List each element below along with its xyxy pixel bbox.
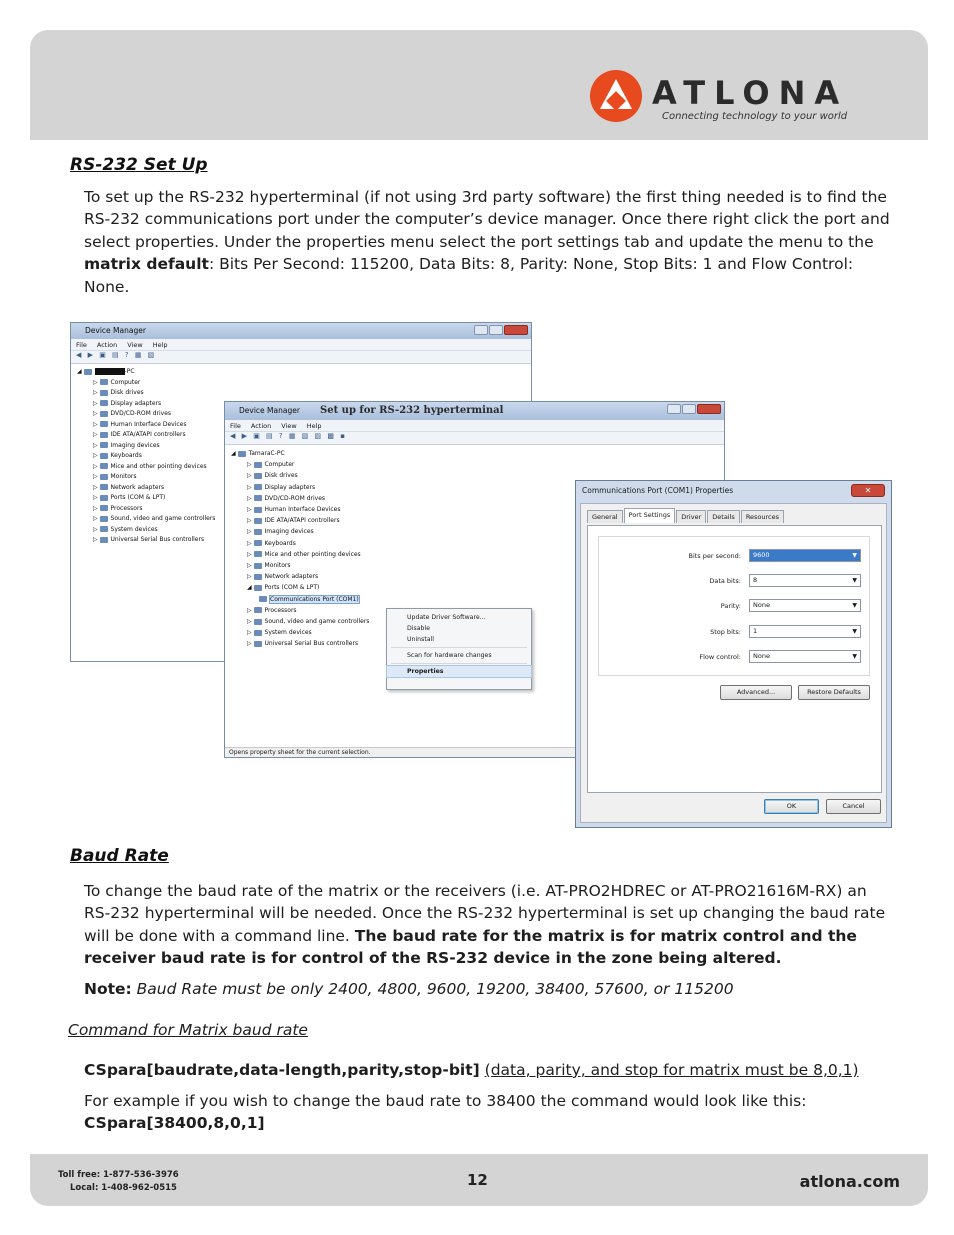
menu-file[interactable]: File bbox=[230, 422, 241, 430]
tree-item[interactable]: ◢ Ports (COM & LPT) bbox=[247, 584, 320, 592]
properties-dialog bbox=[575, 480, 892, 828]
device-icon bbox=[254, 619, 262, 625]
device-icon bbox=[100, 463, 108, 469]
dialog-titlebar: Communications Port (COM1) Properties ✕ bbox=[576, 481, 891, 501]
close-icon[interactable] bbox=[504, 325, 528, 335]
device-icon bbox=[254, 484, 262, 490]
tree-item[interactable]: ▷ Imaging devices bbox=[93, 441, 160, 449]
tab-port-settings[interactable]: Port Settings bbox=[624, 508, 676, 523]
contact-info bbox=[58, 1169, 179, 1195]
tree-item[interactable]: ▷ Sound, video and game controllers bbox=[93, 515, 216, 522]
tree-item[interactable]: ▷ Mice and other pointing devices bbox=[247, 550, 361, 558]
example-paragraph: For example if you wish to change the baud rate to 38400 the command would look like this: CSpara[38400,8,0,1] bbox=[84, 1092, 807, 1133]
device-icon bbox=[254, 551, 262, 557]
device-icon bbox=[254, 574, 262, 580]
menu-item-scan[interactable]: Scan for hardware changes bbox=[407, 652, 492, 659]
tree-item[interactable]: ▷ Mice and other pointing devices bbox=[93, 462, 207, 470]
banner-text: Set up for RS-232 hyperterminal bbox=[320, 405, 504, 416]
computer-icon bbox=[238, 451, 246, 457]
menu-item-properties[interactable]: Properties bbox=[387, 666, 531, 677]
tree-item[interactable]: ▷ IDE ATA/ATAPI controllers bbox=[247, 517, 340, 525]
window-titlebar: Device Manager Set up for RS-232 hyperterminal bbox=[225, 402, 724, 420]
context-menu bbox=[386, 608, 532, 690]
chevron-down-icon: ▼ bbox=[852, 552, 857, 559]
tree-item[interactable]: ▷ Processors bbox=[247, 606, 297, 614]
restore-defaults-button[interactable]: Restore Defaults bbox=[798, 685, 870, 700]
tab-resources[interactable]: Resources bbox=[741, 510, 784, 523]
device-icon bbox=[100, 400, 108, 406]
tree-item[interactable]: ▷ Display adapters bbox=[247, 483, 316, 491]
device-icon bbox=[254, 607, 262, 613]
menu-help[interactable]: Help bbox=[306, 422, 322, 430]
device-icon bbox=[254, 630, 262, 636]
maximize-icon[interactable] bbox=[489, 325, 503, 335]
menu-action[interactable]: Action bbox=[96, 341, 118, 349]
flow-control-label: Flow control: bbox=[699, 653, 741, 661]
tree-item[interactable]: ▷ Disk drives bbox=[93, 389, 144, 396]
flow-control-row bbox=[599, 650, 869, 664]
device-icon bbox=[254, 495, 262, 501]
toolbar-icons[interactable]: ◀ ▶ ▣ ▤ ? ▦ ▧ bbox=[71, 351, 531, 364]
menu-file[interactable]: File bbox=[76, 341, 87, 349]
tree-item[interactable]: ▷ DVD/CD-ROM drives bbox=[93, 410, 172, 417]
flow-control-select[interactable]: None ▼ bbox=[749, 650, 861, 663]
toolbar-icons[interactable]: ◀ ▶ ▣ ▤ ? ▦ ▧ ▨ ▩ ▪ bbox=[225, 432, 724, 445]
logo-wordmark: ATLONA bbox=[652, 74, 849, 112]
tree-item[interactable]: ▷ Ports (COM & LPT) bbox=[93, 494, 166, 501]
computer-icon bbox=[84, 369, 92, 375]
device-manager-screenshot bbox=[70, 322, 892, 828]
tree-item[interactable]: ▷ Human Interface Devices bbox=[93, 420, 187, 428]
dialog-body bbox=[580, 503, 887, 823]
data-bits-select[interactable]: 8 ▼ bbox=[749, 574, 861, 587]
device-icon bbox=[254, 563, 262, 569]
logo-tagline: Connecting technology to your world bbox=[662, 111, 848, 122]
tree-item[interactable]: ▷ Monitors bbox=[93, 473, 137, 480]
atlona-logo-icon bbox=[590, 70, 642, 122]
baud-paragraph: To change the baud rate of the matrix or the receivers (i.e. AT-PRO2HDREC or AT-PRO21616M-RX) an RS-232 hyperterminal will be needed. Once the RS-232 hyperterminal is set up changing the baud rate will be done with a command line. The baud rate for the matrix is for matrix control and the receiver baud rate is for control of the RS-232 device in the zone being altered. bbox=[84, 882, 886, 968]
device-icon bbox=[100, 505, 108, 511]
close-icon[interactable]: ✕ bbox=[851, 484, 885, 497]
tree-item[interactable]: ▷ IDE ATA/ATAPI controllers bbox=[93, 431, 186, 438]
device-icon bbox=[254, 529, 262, 535]
tree-item[interactable]: ▷ Imaging devices bbox=[247, 528, 314, 536]
page-footer bbox=[30, 1154, 928, 1206]
minimize-icon[interactable] bbox=[474, 325, 488, 335]
command-line: CSpara[baudrate,data-length,parity,stop-bit] (data, parity, and stop for matrix must be 8,0,1) bbox=[84, 1061, 859, 1079]
device-icon bbox=[254, 473, 262, 479]
tree-item-selected[interactable]: Communications Port (COM1) bbox=[231, 594, 724, 605]
minimize-icon[interactable] bbox=[667, 404, 681, 414]
device-icon bbox=[100, 537, 108, 543]
device-icon bbox=[100, 411, 108, 417]
tree-root[interactable]: ◢ -PC bbox=[77, 368, 135, 375]
bits-per-second-select[interactable]: 9600 ▼ bbox=[749, 549, 861, 562]
device-icon bbox=[100, 390, 108, 396]
menu-separator bbox=[391, 647, 527, 648]
stop-bits-row bbox=[599, 625, 869, 639]
local-number: Local: 1-408-962-0515 bbox=[70, 1183, 177, 1193]
chevron-down-icon: ▼ bbox=[852, 577, 857, 584]
parity-select[interactable]: None ▼ bbox=[749, 599, 861, 612]
menu-item-disable[interactable]: Disable bbox=[407, 625, 430, 632]
tree-item[interactable]: ▷ Sound, video and game controllers bbox=[247, 618, 370, 626]
tree-item[interactable]: ▷ System devices bbox=[93, 525, 158, 533]
stop-bits-label: Stop bits: bbox=[710, 628, 741, 636]
baud-note: Note: Baud Rate must be only 2400, 4800, 9600, 19200, 38400, 57600, or 115200 bbox=[84, 980, 734, 998]
device-icon bbox=[100, 442, 108, 448]
page-number: 12 bbox=[467, 1171, 488, 1189]
rs232-intro: To set up the RS-232 hyperterminal (if not using 3rd party software) the first thing needed is to find the RS-232 communications port under the computer’s device manager. Once there right click the port and select properties. Under the properties menu select the port settings tab and update the menu to the matrix default: Bits Per Second: 115200, Data Bits: 8, Parity: None, Stop Bits: 1 and Flow Control: None. bbox=[84, 188, 890, 296]
tree-item[interactable]: ▷ Processors bbox=[93, 504, 143, 512]
window-titlebar: Device Manager bbox=[71, 323, 531, 339]
device-icon bbox=[100, 379, 108, 385]
menu-view[interactable]: View bbox=[281, 422, 297, 430]
advanced-button[interactable]: Advanced... bbox=[720, 685, 792, 700]
tab-driver[interactable]: Driver bbox=[676, 510, 706, 523]
chevron-down-icon: ▼ bbox=[852, 628, 857, 635]
command-subtitle: Command for Matrix baud rate bbox=[68, 1021, 308, 1039]
tree-item[interactable]: ▷ Disk drives bbox=[247, 472, 298, 480]
device-icon bbox=[254, 641, 262, 647]
chevron-down-icon: ▼ bbox=[852, 602, 857, 609]
device-icon bbox=[254, 507, 262, 513]
settings-group bbox=[598, 536, 870, 676]
device-icon bbox=[254, 462, 262, 468]
menu-bar bbox=[225, 420, 724, 432]
tree-item[interactable]: ▷ Universal Serial Bus controllers bbox=[247, 640, 359, 648]
tree-item[interactable]: ▷ System devices bbox=[247, 629, 312, 637]
bits-per-second-row bbox=[599, 549, 869, 563]
device-icon bbox=[100, 484, 108, 490]
parity-label: Parity: bbox=[720, 602, 741, 610]
cancel-button[interactable]: Cancel bbox=[826, 799, 881, 814]
chevron-down-icon: ▼ bbox=[852, 653, 857, 660]
menu-action[interactable]: Action bbox=[250, 422, 272, 430]
tree-item[interactable]: ▷ Computer bbox=[247, 461, 295, 469]
device-icon bbox=[100, 432, 108, 438]
status-bar: Opens property sheet for the current selection. bbox=[225, 747, 724, 757]
device-icon bbox=[100, 526, 108, 532]
device-icon bbox=[100, 516, 108, 522]
tree-item[interactable]: ▷ Monitors bbox=[247, 562, 291, 570]
port-icon bbox=[259, 596, 267, 602]
menu-item-update-driver[interactable]: Update Driver Software... bbox=[407, 614, 486, 621]
tree-item[interactable]: ▷ Keyboards bbox=[247, 539, 296, 547]
tab-details[interactable]: Details bbox=[707, 510, 740, 523]
menu-item-uninstall[interactable]: Uninstall bbox=[407, 636, 434, 643]
stop-bits-select[interactable]: 1 ▼ bbox=[749, 625, 861, 638]
device-icon bbox=[100, 453, 108, 459]
close-icon[interactable] bbox=[697, 404, 721, 414]
ok-button[interactable]: OK bbox=[764, 799, 819, 814]
tree-item[interactable]: ▷ DVD/CD-ROM drives bbox=[247, 494, 326, 502]
tree-item[interactable]: ▷ Computer bbox=[93, 378, 141, 386]
maximize-icon[interactable] bbox=[682, 404, 696, 414]
device-icon bbox=[100, 474, 108, 480]
device-icon bbox=[254, 540, 262, 546]
port-settings-panel bbox=[587, 525, 882, 793]
menu-help[interactable]: Help bbox=[152, 341, 168, 349]
tree-item[interactable]: ▷ Human Interface Devices bbox=[247, 506, 341, 514]
baud-heading: Baud Rate bbox=[70, 846, 169, 866]
tree-item[interactable]: ▷ Network adapters bbox=[247, 573, 319, 581]
device-icon bbox=[254, 585, 262, 591]
menu-view[interactable]: View bbox=[127, 341, 143, 349]
rs232-heading: RS-232 Set Up bbox=[70, 155, 208, 175]
parity-row bbox=[599, 599, 869, 613]
data-bits-label: Data bits: bbox=[709, 577, 741, 585]
tree-item[interactable]: ▷ Display adapters bbox=[93, 399, 162, 407]
tollfree-number: Toll free: 1-877-536-3976 bbox=[58, 1170, 179, 1180]
website-link[interactable]: atlona.com bbox=[799, 1172, 900, 1191]
tab-general[interactable]: General bbox=[587, 510, 623, 523]
tree-root[interactable]: ◢ TamaraC-PC bbox=[231, 450, 285, 457]
tree-item[interactable]: ▷ Network adapters bbox=[93, 483, 165, 491]
menu-bar bbox=[71, 339, 531, 351]
menu-separator bbox=[391, 663, 527, 664]
device-icon bbox=[100, 421, 108, 427]
device-icon bbox=[254, 518, 262, 524]
device-icon bbox=[100, 495, 108, 501]
bits-per-second-label: Bits per second: bbox=[688, 552, 741, 560]
data-bits-row bbox=[599, 574, 869, 588]
page-header bbox=[30, 30, 928, 140]
tree-item[interactable]: ▷ Keyboards bbox=[93, 452, 142, 459]
tab-strip bbox=[587, 510, 785, 523]
tree-item[interactable]: ▷ Universal Serial Bus controllers bbox=[93, 536, 205, 543]
